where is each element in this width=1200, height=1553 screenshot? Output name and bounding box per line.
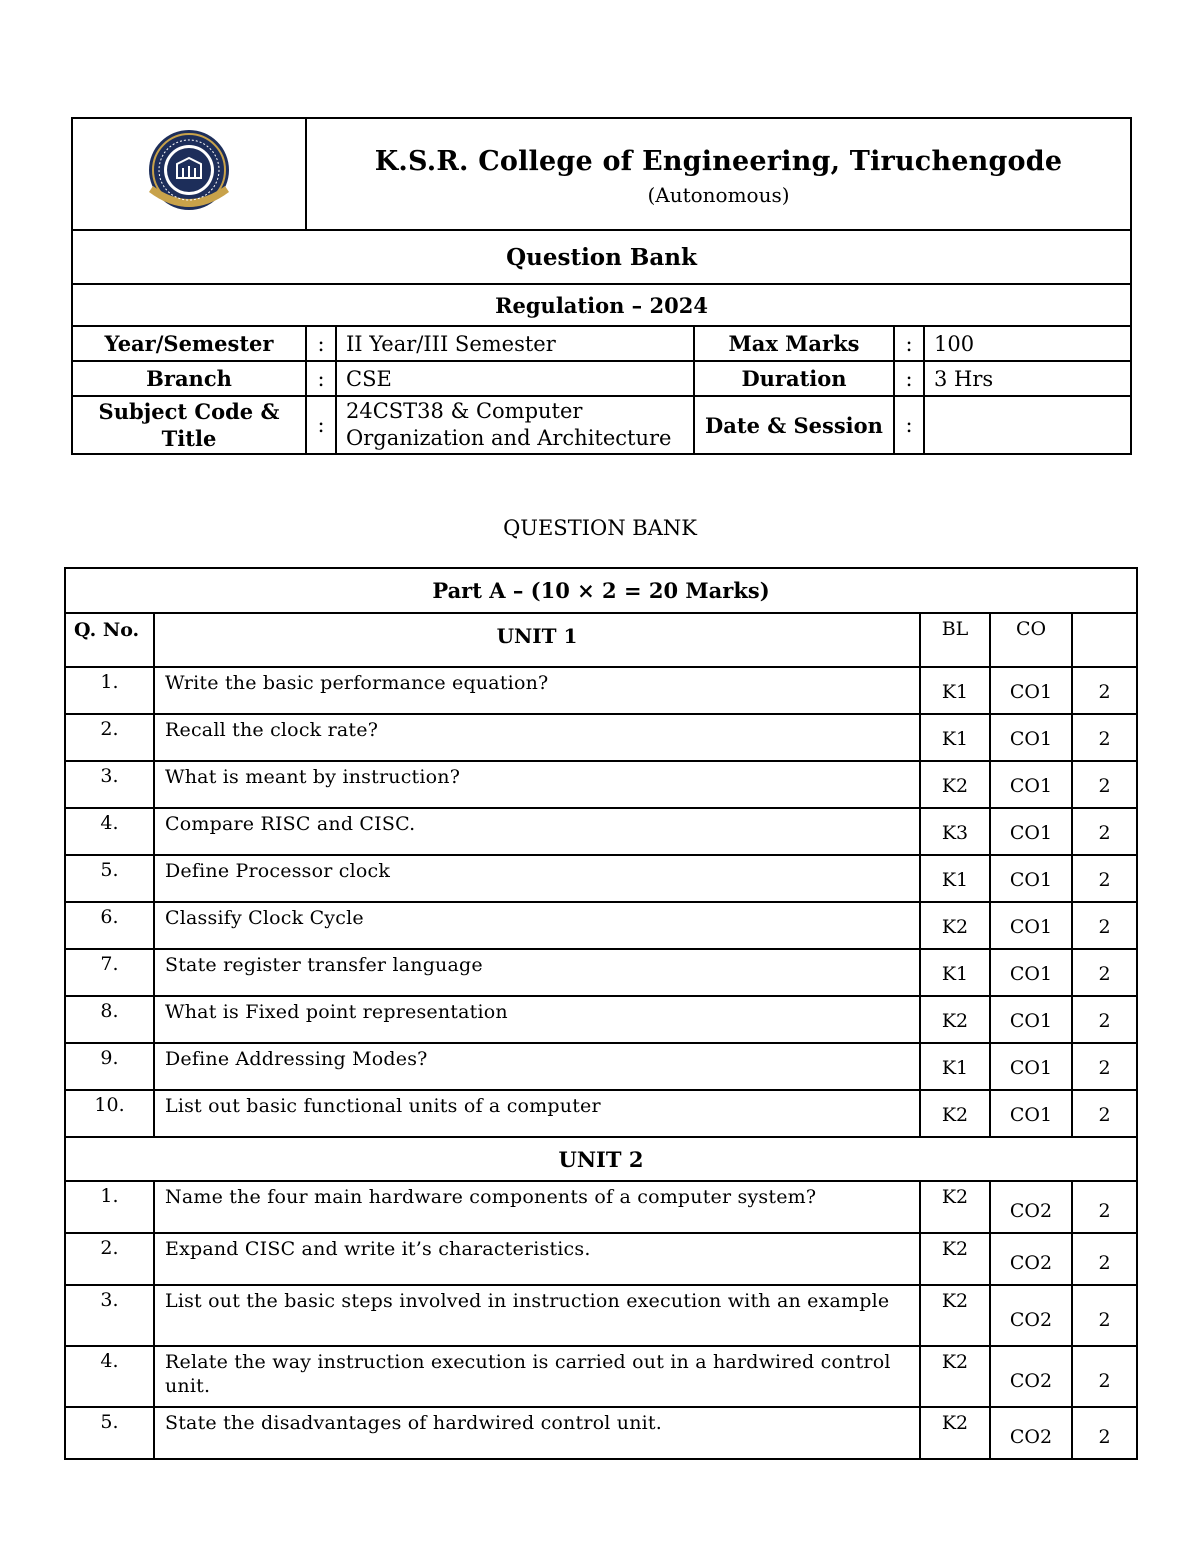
course-outcome: CO2 (990, 1407, 1072, 1459)
qno-header: Q. No. (65, 613, 154, 667)
colon: : (894, 326, 924, 361)
doc-title: Question Bank (72, 230, 1131, 284)
branch-label: Branch (72, 361, 306, 396)
question-number: 2. (65, 714, 154, 761)
question-number: 3. (65, 1285, 154, 1346)
table-row (65, 761, 1137, 808)
question-number: 10. (65, 1090, 154, 1137)
table-row (65, 667, 1137, 714)
table-row (65, 1233, 1137, 1285)
regulation: Regulation – 2024 (72, 284, 1131, 326)
duration-label: Duration (694, 361, 894, 396)
bloom-level: K3 (920, 808, 990, 855)
course-outcome: CO2 (990, 1346, 1072, 1407)
unit-row (65, 1137, 1137, 1181)
table-row (65, 808, 1137, 855)
question-marks: 2 (1072, 1043, 1137, 1090)
bloom-level: K1 (920, 667, 990, 714)
question-marks: 2 (1072, 808, 1137, 855)
bloom-level: K1 (920, 855, 990, 902)
question-text: List out the basic steps involved in instruction execution with an example (154, 1285, 920, 1346)
question-text: Classify Clock Cycle (154, 902, 920, 949)
bloom-level: K2 (920, 1346, 990, 1407)
bloom-level: K1 (920, 1043, 990, 1090)
bloom-level: K2 (920, 1181, 990, 1233)
bloom-level: K1 (920, 714, 990, 761)
course-outcome: CO1 (990, 667, 1072, 714)
bloom-level: K2 (920, 1285, 990, 1346)
course-outcome: CO1 (990, 949, 1072, 996)
question-number: 4. (65, 808, 154, 855)
question-marks: 2 (1072, 996, 1137, 1043)
course-outcome: CO1 (990, 996, 1072, 1043)
question-text: What is Fixed point representation (154, 996, 920, 1043)
question-marks: 2 (1072, 667, 1137, 714)
question-text: Write the basic performance equation? (154, 667, 920, 714)
question-marks: 2 (1072, 855, 1137, 902)
bloom-level: K2 (920, 902, 990, 949)
table-row (65, 996, 1137, 1043)
question-number: 1. (65, 1181, 154, 1233)
bloom-level: K2 (920, 761, 990, 808)
bl-header: BL (920, 613, 990, 667)
course-outcome: CO1 (990, 1090, 1072, 1137)
colon: : (894, 361, 924, 396)
table-row (65, 714, 1137, 761)
table-row (65, 1090, 1137, 1137)
branch-value: CSE (336, 361, 694, 396)
marks-header (1072, 613, 1137, 667)
question-marks: 2 (1072, 714, 1137, 761)
colon: : (306, 326, 336, 361)
duration-value: 3 Hrs (924, 361, 1131, 396)
question-marks: 2 (1072, 1407, 1137, 1459)
year-label: Year/Semester (72, 326, 306, 361)
table-row (65, 1407, 1137, 1459)
question-text: State register transfer language (154, 949, 920, 996)
table-row (65, 1043, 1137, 1090)
question-number: 8. (65, 996, 154, 1043)
question-text: Compare RISC and CISC. (154, 808, 920, 855)
question-text: What is meant by instruction? (154, 761, 920, 808)
question-number: 5. (65, 1407, 154, 1459)
bloom-level: K2 (920, 1233, 990, 1285)
course-outcome: CO1 (990, 761, 1072, 808)
question-number: 1. (65, 667, 154, 714)
date-label: Date & Session (694, 396, 894, 454)
college-logo (137, 122, 241, 222)
colon: : (306, 361, 336, 396)
subject-value: 24CST38 & Computer Organization and Architecture (336, 396, 694, 454)
question-marks: 2 (1072, 949, 1137, 996)
table-row (65, 902, 1137, 949)
table-row (65, 1346, 1137, 1407)
date-value (924, 396, 1131, 454)
question-marks: 2 (1072, 1233, 1137, 1285)
bloom-level: K1 (920, 949, 990, 996)
college-name: K.S.R. College of Engineering, Tiruchengode (374, 145, 1063, 177)
table-row (65, 1285, 1137, 1346)
bloom-level: K2 (920, 1090, 990, 1137)
course-outcome: CO1 (990, 714, 1072, 761)
table-row (65, 1181, 1137, 1233)
unit-heading: UNIT 2 (65, 1137, 1137, 1181)
course-outcome: CO2 (990, 1285, 1072, 1346)
max-marks-label: Max Marks (694, 326, 894, 361)
bloom-level: K2 (920, 1407, 990, 1459)
bloom-level: K2 (920, 996, 990, 1043)
section-heading: QUESTION BANK (503, 516, 697, 540)
course-outcome: CO1 (990, 808, 1072, 855)
year-value: II Year/III Semester (336, 326, 694, 361)
question-table (64, 567, 1138, 1460)
question-number: 2. (65, 1233, 154, 1285)
subject-label: Subject Code & Title (72, 396, 306, 454)
question-text: State the disadvantages of hardwired control unit. (154, 1407, 920, 1459)
course-outcome: CO1 (990, 855, 1072, 902)
question-marks: 2 (1072, 1285, 1137, 1346)
table-row (65, 855, 1137, 902)
question-number: 9. (65, 1043, 154, 1090)
question-text: List out basic functional units of a computer (154, 1090, 920, 1137)
college-subtitle: (Autonomous) (647, 182, 790, 207)
question-marks: 2 (1072, 902, 1137, 949)
question-text: Name the four main hardware components of a computer system? (154, 1181, 920, 1233)
question-marks: 2 (1072, 761, 1137, 808)
question-number: 4. (65, 1346, 154, 1407)
colon: : (894, 396, 924, 454)
table-row (65, 949, 1137, 996)
question-marks: 2 (1072, 1181, 1137, 1233)
co-header: CO (990, 613, 1072, 667)
question-text: Define Processor clock (154, 855, 920, 902)
course-outcome: CO1 (990, 1043, 1072, 1090)
question-text: Recall the clock rate? (154, 714, 920, 761)
question-text: Expand CISC and write it’s characteristics. (154, 1233, 920, 1285)
question-number: 3. (65, 761, 154, 808)
question-number: 5. (65, 855, 154, 902)
max-marks-value: 100 (924, 326, 1131, 361)
question-number: 6. (65, 902, 154, 949)
part-a-title: Part A – (10 × 2 = 20 Marks) (65, 568, 1137, 613)
question-marks: 2 (1072, 1090, 1137, 1137)
course-outcome: CO2 (990, 1181, 1072, 1233)
question-text: Define Addressing Modes? (154, 1043, 920, 1090)
header-table (71, 117, 1132, 455)
colon: : (306, 396, 336, 454)
logo-cell (72, 118, 306, 230)
unit-heading: UNIT 1 (154, 613, 920, 667)
question-marks: 2 (1072, 1346, 1137, 1407)
college-title-cell (306, 118, 1131, 230)
course-outcome: CO1 (990, 902, 1072, 949)
question-number: 7. (65, 949, 154, 996)
course-outcome: CO2 (990, 1233, 1072, 1285)
question-text: Relate the way instruction execution is carried out in a hardwired control unit. (154, 1346, 920, 1407)
